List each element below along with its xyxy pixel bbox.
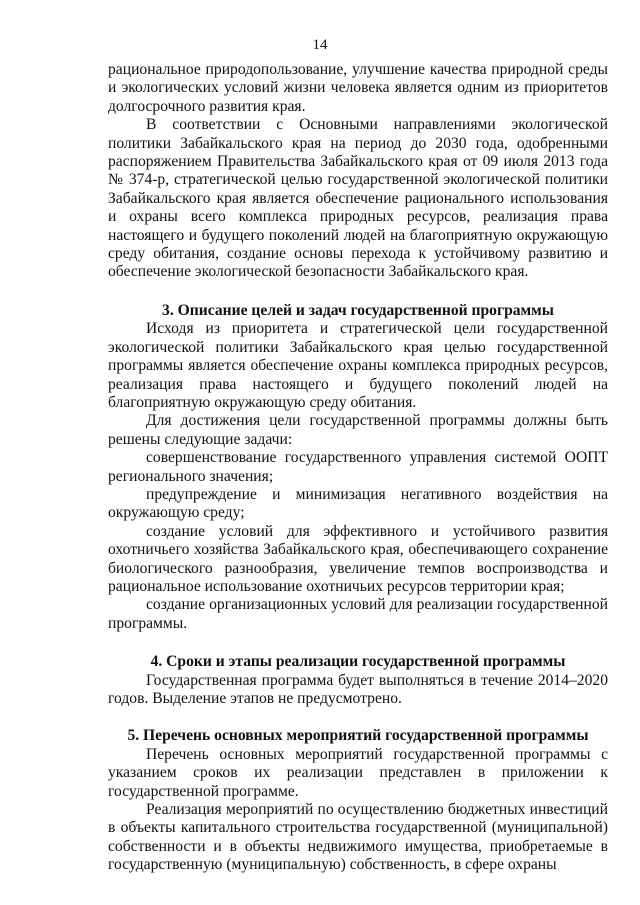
paragraph: совершенствование государственного управления системой ООПТ регионального значения;: [108, 449, 608, 485]
paragraph: рациональное природопользование, улучшение качества природной среды и экологических условий жизни человека является одним из приоритетов долгосрочного развития края.: [108, 61, 608, 115]
paragraph: Для достижения цели государственной программы должны быть решены следующие задачи:: [108, 412, 608, 448]
paragraph: Перечень основных мероприятий государственной программы с указанием сроков их реализации представлен в приложении к государственной программе.: [108, 745, 608, 800]
section-heading: 5. Перечень основных мероприятий государственной программы: [127, 727, 589, 745]
page-number: 14: [312, 37, 328, 53]
spacer: [108, 708, 608, 727]
paragraph: Реализация мероприятий по осуществлению бюджетных инвестиций в объекты капитального строительства государственной (муниципальной) собственности и в объекты недвижимого имущества, приобретаемые в государственную (муниципальную) собственность, в сфере охраны: [108, 801, 608, 874]
paragraph: Государственная программа будет выполняться в течение 2014–2020 годов. Выделение этапов не предусмотрено.: [108, 671, 608, 707]
section-heading: 3. Описание целей и задач государственной программы: [162, 301, 554, 319]
paragraph: создание условий для эффективного и устойчивого развития охотничьего хозяйства Забайкальского края, обеспечивающего сохранение биологического разнообразия, увеличение темпов воспроизводства и рациональное использование охотничьих ресурсов территории края;: [108, 522, 608, 595]
paragraph: В соответствии с Основными направлениями экологической политики Забайкальского края на период до 2030 года, одобренными распоряжением Правительства Забайкальского края от 09 июля 2013 года № 374-р, стратегической целью государственной экологической политики Забайкальского края является обеспечение рационального использования и охраны всего комплекса природных ресурсов, реализация права настоящего и будущего поколений людей на благоприятную окружающую среду обитания, создание основы перехода к устойчивому развитию и обеспечение экологической безопасности Забайкальского края.: [108, 116, 608, 281]
page-body: [108, 61, 608, 875]
spacer: [108, 282, 608, 302]
section-heading: 4. Сроки и этапы реализации государственной программы: [150, 653, 566, 671]
paragraph: Исходя из приоритета и стратегической цели государственной экологической политики Забайкальского края целью государственной программы является обеспечение охраны комплекса природных ресурсов, реализация права настоящего и будущего поколений людей на благоприятную окружающую среду обитания.: [108, 320, 608, 411]
paragraph: предупреждение и минимизация негативного воздействия на окружающую среду;: [108, 485, 608, 522]
paragraph: создание организационных условий для реализации государственной программы.: [108, 596, 608, 632]
spacer: [108, 633, 608, 653]
